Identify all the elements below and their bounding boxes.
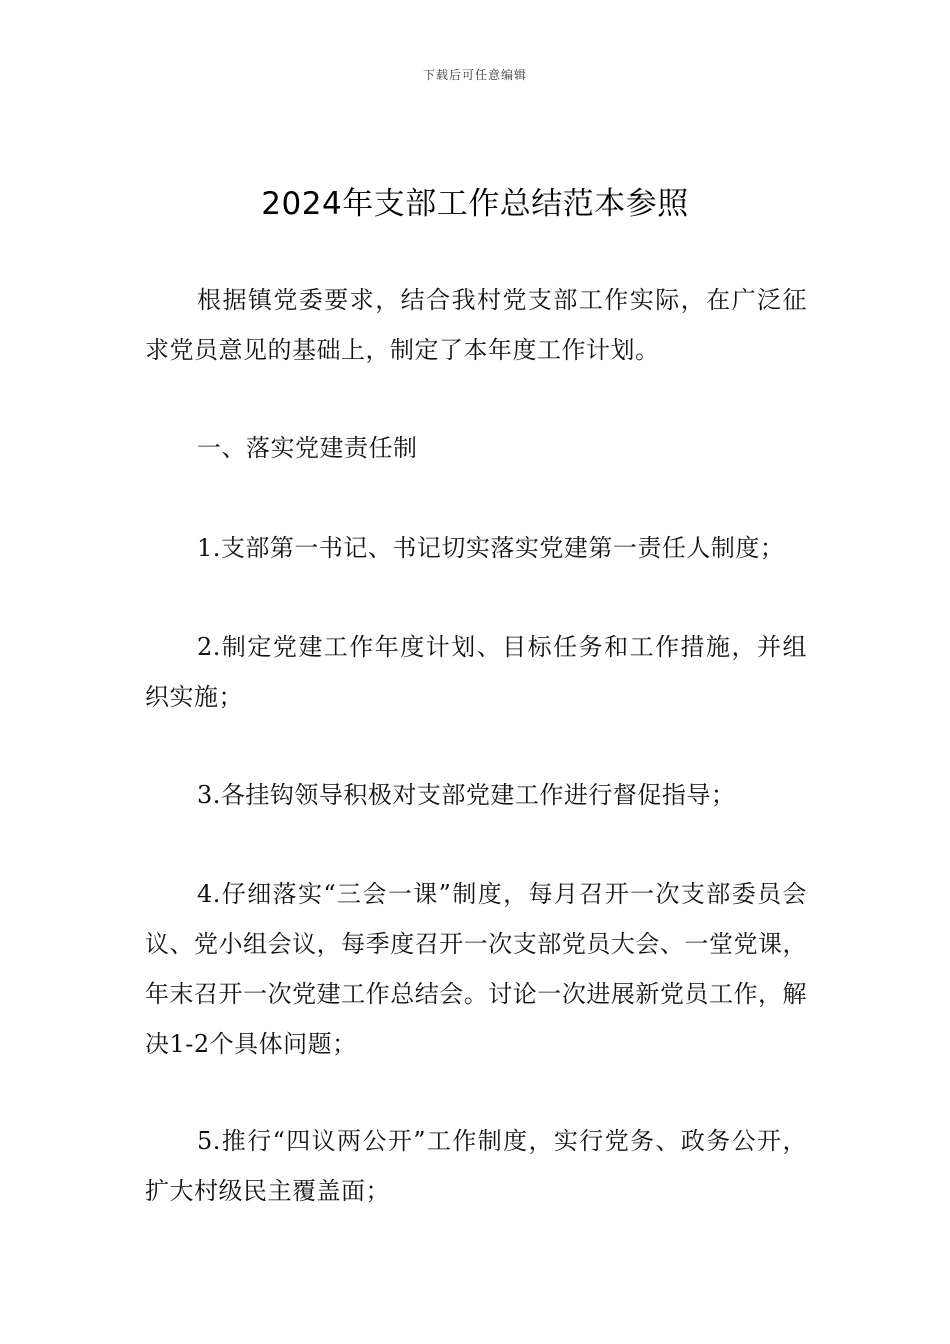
list-item: 4.仔细落实“三会一课”制度，每月召开一次支部委员会议、党小组会议，每季度召开一次支部党员大会、一堂党课，年末召开一次党建工作总结会。讨论一次进展新党员工作，解决1-2个具体问题； — [145, 880, 807, 1058]
document-title: 2024年支部工作总结范本参照 — [261, 186, 689, 222]
section-heading: 一、落实党建责任制 — [197, 434, 418, 462]
intro-paragraph: 根据镇党委要求，结合我村党支部工作实际，在广泛征求党员意见的基础上，制定了本年度工作计划。 — [145, 286, 807, 364]
list-item: 2.制定党建工作年度计划、目标任务和工作措施，并组织实施； — [145, 633, 807, 711]
page-header-note: 下载后可任意编辑 — [422, 68, 527, 82]
list-item: 5.推行“四议两公开”工作制度，实行党务、政务公开，扩大村级民主覆盖面； — [145, 1127, 807, 1205]
list-item: 3.各挂钩领导积极对支部党建工作进行督促指导； — [197, 781, 736, 809]
list-item: 1.支部第一书记、书记切实落实党建第一责任人制度； — [197, 534, 785, 562]
